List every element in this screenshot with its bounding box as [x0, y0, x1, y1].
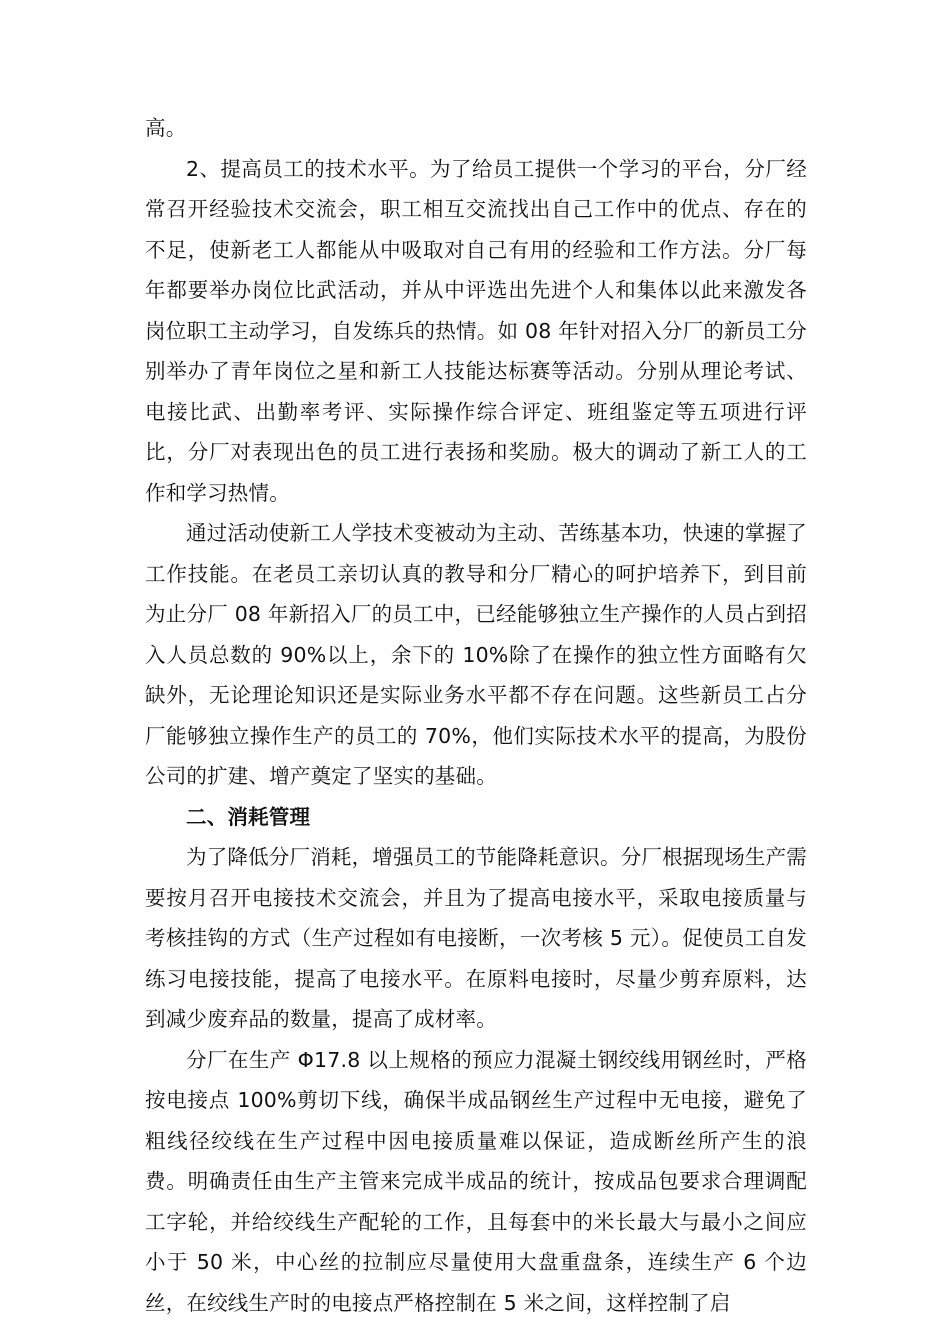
document-body: [145, 108, 807, 1323]
paragraph-continuation: 高。: [145, 116, 187, 140]
paragraph-production-control: 分厂在生产 Φ17.8 以上规格的预应力混凝土钢绞线用钢丝时，严格按电接点 100%剪切下线，确保半成品钢丝生产过程中无电接，避免了粗线径绞线在生产过程中因电接质量难以保证，造成断丝所产生的浪费。明确责任由生产主管来完成半成品的统计，按成品包要求合理调配工字轮，并给绞线生产配轮的工作，且每套中的米长最大与最小之间应小于 50 米，中心丝的拉制应尽量使用大盘重盘条，连续生产 6 个边丝，在绞线生产时的电接点严格控制在 5 米之间，这样控制了启: [145, 1047, 807, 1315]
paragraph-training-results: 通过活动使新工人学技术变被动为主动、苦练基本功，快速的掌握了工作技能。在老员工亲切认真的教导和分厂精心的呵护培养下，到目前为止分厂 08 年新招入厂的员工中，已经能够独立生产操作的人员占到招入人员总数的 90%以上，余下的 10%除了在操作的独立性方面略有欠缺外，无论理论知识还是实际业务水平都不存在问题。这些新员工占分厂能够独立操作生产的员工的 70%，他们实际技术水平的提高，为股份公司的扩建、增产奠定了坚实的基础。: [145, 521, 807, 788]
paragraph-skill-improvement: 2、提高员工的技术水平。为了给员工提供一个学习的平台，分厂经常召开经验技术交流会，职工相互交流找出自己工作中的优点、存在的不足，使新老工人都能从中吸取对自己有用的经验和工作方法。分厂每年都要举办岗位比武活动，并从中评选出先进个人和集体以此来激发各岗位职工主动学习，自发练兵的热情。如 08 年针对招入分厂的新员工分别举办了青年岗位之星和新工人技能达标赛等活动。分别从理论考试、电接比武、出勤率考评、实际操作综合评定、班组鉴定等五项进行评比，分厂对表现出色的员工进行表扬和奖励。极大的调动了新工人的工作和学习热情。: [145, 156, 807, 505]
section-heading-consumption: 二、消耗管理: [186, 804, 311, 829]
paragraph-consumption-reduction: 为了降低分厂消耗，增强员工的节能降耗意识。分厂根据现场生产需要按月召开电接技术交流会，并且为了提高电接水平，采取电接质量与考核挂钩的方式（生产过程如有电接断，一次考核 5 元）。促使员工自发练习电接技能，提高了电接水平。在原料电接时，尽量少剪弃原料，达到减少废弃品的数量，提高了成材率。: [145, 845, 807, 1031]
